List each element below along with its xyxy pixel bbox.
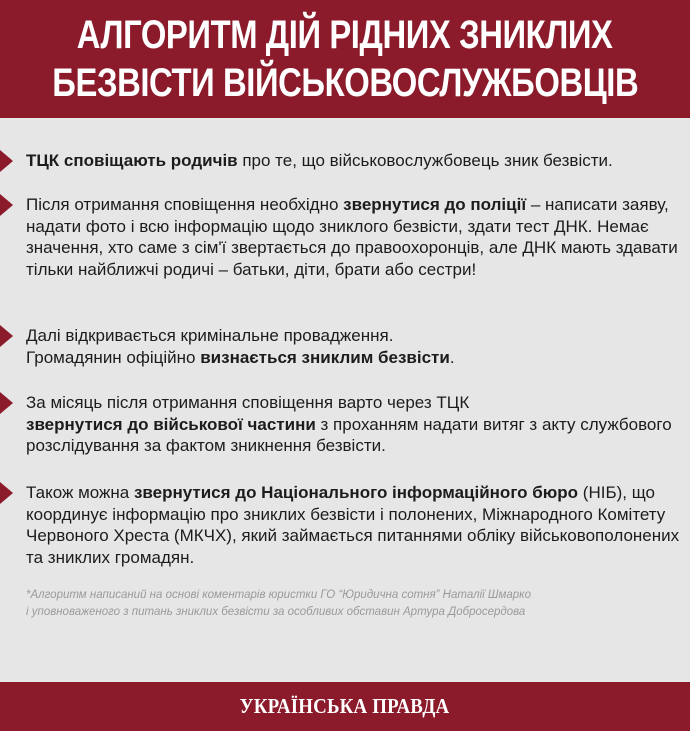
step-1-rest: про те, що військовослужбовець зник безвісти. xyxy=(237,151,613,170)
step-5-part-1: Також можна xyxy=(26,483,134,502)
step-5-part-3: (НІБ), що координує інформацію про зниклих безвісти і полонених, Міжнародного Комітету Червоного Хреста (МКЧХ), який займається питаннями обліку військовополонених та зниклих громадян. xyxy=(26,483,680,567)
step-1-bold: ТЦК сповіщають родичів xyxy=(26,151,238,170)
step-4-text xyxy=(26,392,686,457)
step-4-part-3: з проханням надати витяг з акту службового розслідування за фактом зникнення безвісти. xyxy=(26,414,672,455)
triangle-marker-icon xyxy=(0,325,13,347)
step-3-part-4: . xyxy=(449,347,455,367)
page-title-line-2: БЕЗВІСТИ ВІЙСЬКОВОСЛУЖБОВЦІВ xyxy=(52,61,638,105)
footer-banner xyxy=(0,682,690,731)
step-2-text xyxy=(26,194,686,280)
triangle-marker-icon xyxy=(0,482,13,504)
source-footnote xyxy=(26,587,666,620)
step-4-part-1: За місяць після отримання сповіщення варто через ТЦК xyxy=(26,393,470,412)
header-banner xyxy=(0,0,690,118)
triangle-marker-icon xyxy=(0,150,13,172)
triangle-marker-icon xyxy=(0,194,13,216)
step-4-bold: звернутися до військової частини xyxy=(26,414,316,434)
step-3-text xyxy=(26,325,686,368)
step-3-bold: визнається зниклим безвісти xyxy=(200,347,450,367)
footnote-line-2: і уповноваженого з питань зниклих безвісти за особливих обставин Артура Добросердова xyxy=(26,605,526,618)
step-1-text xyxy=(26,150,686,172)
step-2-bold: звернутися до поліції xyxy=(343,195,527,214)
triangle-marker-icon xyxy=(0,392,13,414)
step-2-part-3: – написати заяву, надати фото і всю інформацію щодо зниклого безвісти, здати тест ДНК. Немає значення, хто саме з сім'ї звертається до правоохоронців, але ДНК мають здавати тільки найближчі родичі – батьки, діти, брати або сестри! xyxy=(26,195,678,279)
footnote-line-1: *Алгоритм написаний на основі коментарів юристки ГО “Юридична сотня” Наталії Шмарко xyxy=(26,589,531,601)
step-2-part-1: Після отримання сповіщення необхідно xyxy=(26,195,344,214)
publisher-logo: УКРАЇНСЬКА ПРАВДА xyxy=(240,694,450,718)
page-title-line-1: АЛГОРИТМ ДІЙ РІДНИХ ЗНИКЛИХ xyxy=(77,13,613,57)
step-5-text xyxy=(26,482,686,568)
step-5-bold: звернутися до Національного інформаційного бюро xyxy=(133,483,579,502)
step-3-part-1: Далі відкривається кримінальне провадження. xyxy=(26,326,394,345)
step-3-part-2: Громадянин офіційно xyxy=(26,347,201,367)
